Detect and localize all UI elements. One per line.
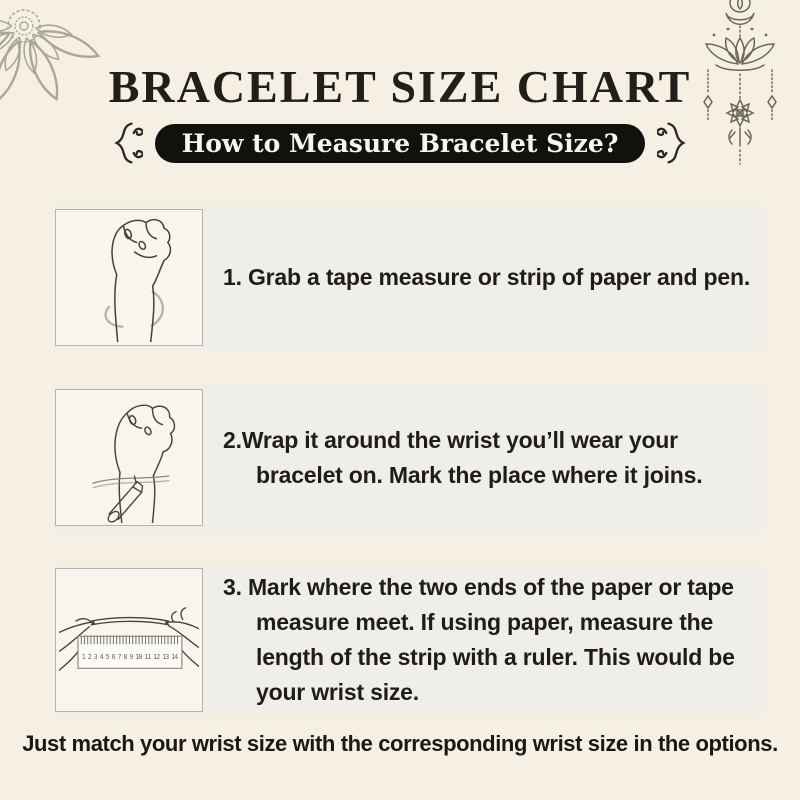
hand-with-tape-loop-icon	[59, 214, 199, 342]
hands-measuring-strip-with-ruler-icon	[59, 572, 199, 708]
badge-row	[0, 117, 800, 169]
step-row-3	[55, 565, 763, 715]
step-2-text: 2.Wrap it around the wrist you’ll wear your bracelet on. Mark the place where it joins.	[223, 426, 703, 488]
step-3-illustration-box	[55, 568, 203, 712]
ruler-numbers: 1 2 3 4 5 6 7 8 9 10 11 12 13 14	[81, 652, 179, 661]
hand-marking-wrist-with-pen-icon	[59, 393, 199, 523]
step-1-text: 1. Grab a tape measure or strip of paper and pen.	[223, 264, 751, 290]
curly-flourish-right-icon	[657, 117, 691, 169]
step-3-text: 3. Mark where the two ends of the paper or tape measure meet. If using paper, measure the length of the strip with a ruler. This would be your wrist size.	[223, 574, 735, 705]
step-2-illustration-box	[55, 389, 203, 526]
step-row-1	[55, 205, 763, 350]
step-1-illustration-box	[55, 209, 203, 346]
curly-flourish-left-icon	[109, 117, 143, 169]
page-title: BRACELET SIZE CHART	[108, 61, 692, 112]
step-row-2	[55, 385, 763, 530]
steps-list	[55, 205, 763, 715]
footer-note: Just match your wrist size with the corresponding wrist size in the options.	[22, 731, 778, 756]
badge-pill: How to Measure Bracelet Size?	[155, 124, 646, 163]
